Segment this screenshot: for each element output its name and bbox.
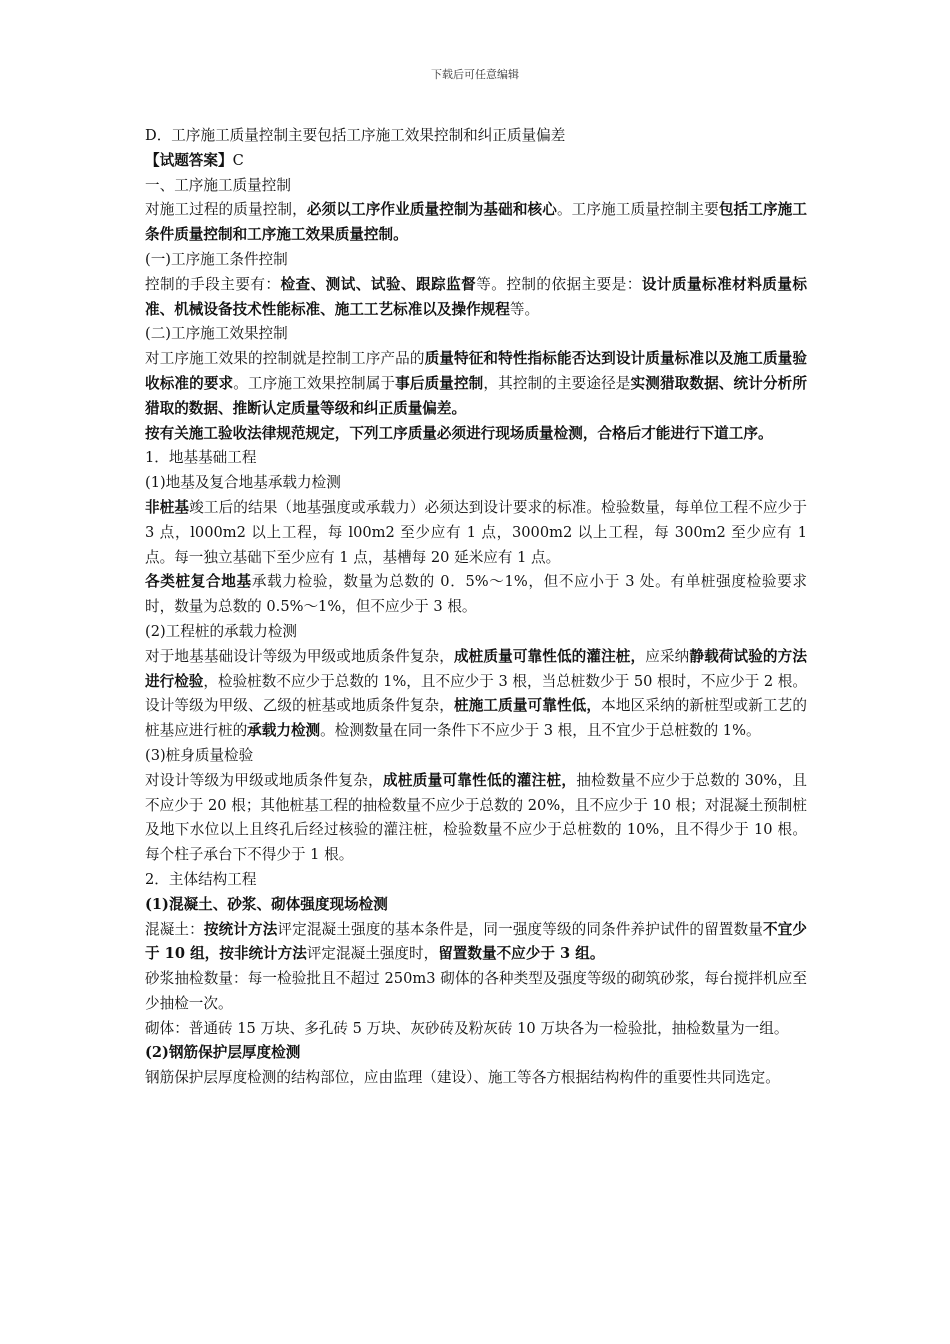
bold-text: 不宜少于 10 组，按非统计方法	[145, 920, 807, 963]
bold-text: 设计质量标准材料质量标准、机械设备技术性能标准、施工工艺标准以及操作规程	[145, 275, 807, 318]
text-run: 应采纳	[645, 647, 690, 665]
bold-text: 桩施工质量可靠性低，	[453, 697, 602, 715]
text-run: 对施工过程的质量控制，	[145, 201, 307, 219]
text-run: 评定混凝土强度时，	[306, 945, 439, 963]
text-run: 评定混凝土强度的基本条件是，同一强度等级的同条件养护试件的留置数量	[277, 920, 763, 938]
bold-text: 留置数量不应少于 3 组。	[438, 945, 605, 963]
bold-text: 静载荷试验的方法进行检验	[145, 647, 807, 690]
paragraph	[145, 149, 807, 174]
paragraph	[145, 918, 807, 968]
text-run: 一、工序施工质量控制	[145, 176, 291, 194]
text-run: 对设计等级为甲级或地质条件复杂，	[145, 771, 383, 789]
paragraph	[145, 1066, 807, 1091]
bold-text: 成桩质量可靠性低的灌注桩，	[453, 647, 646, 665]
text-run: 等。控制的依据主要是：	[476, 275, 642, 293]
bold-text: 实测猎取数据、统计分析所猎取的数据、推断认定质量等级和纠正质量偏差。	[145, 374, 807, 417]
text-run: 。检测数量在同一条件下不应少于 3 根，且不宜少于总桩数的 1%。	[320, 722, 761, 740]
paragraph	[145, 744, 807, 769]
bold-text: 按统计方法	[203, 920, 278, 938]
bold-text: 质量特征和特性指标能否达到设计质量标准以及施工质量验收标准的要求	[145, 350, 807, 392]
paragraph	[145, 347, 807, 421]
paragraph	[145, 694, 807, 744]
text-run: 控制的手段主要有：	[145, 275, 281, 293]
text-run: 对工序施工效果的控制就是控制工序产品的	[145, 350, 425, 368]
bold-text: 【试题答案】	[145, 151, 233, 169]
paragraph	[145, 248, 807, 273]
text-run: ，其控制的主要途径是	[483, 374, 631, 392]
text-run: (2)工程桩的承载力检测	[145, 622, 298, 640]
text-run: 砌体：普通砖 15 万块、多孔砖 5 万块、灰砂砖及粉灰砖 10 万块各为一检验批，抽检数量为一组。	[145, 1019, 789, 1037]
paragraph	[145, 893, 807, 918]
paragraph	[145, 322, 807, 347]
text-run: (二)工序施工效果控制	[145, 325, 288, 343]
paragraph	[145, 422, 807, 447]
bold-text: 按有关施工验收法律规范规定，下列工序质量必须进行现场质量检测，合格后才能进行下道工序。	[145, 424, 773, 442]
paragraph	[145, 273, 807, 323]
text-run: 本地区采纳的新桩型或新工艺的桩基应进行桩的	[145, 697, 807, 740]
paragraph	[145, 1017, 807, 1042]
text-run: 承载力检验，数量为总数的 0．5%～1%，但不应小于 3 处。有单桩强度检验要求时，数量为总数的 0.5%～1%，但不应少于 3 根。	[145, 573, 807, 616]
text-run: (1)地基及复合地基承载力检测	[145, 474, 341, 492]
paragraph	[145, 967, 807, 1017]
paragraph	[145, 645, 807, 695]
page-header: 下载后可任意编辑	[431, 68, 519, 81]
text-run: 抽检数量不应少于总数的 30%，且不应少于 20 根；其他桩基工程的抽检数量不应少于总数的 20%，且不应少于 10 根；对混凝土预制桩及地下水位以上且终孔后经过核验的灌注桩，检验数量不应少于总桩数的 10%，且不得少于 10 根。每个柱子承台下不得少于 1 根。	[145, 771, 807, 864]
text-run: 钢筋保护层厚度检测的结构部位，应由监理（建设）、施工等各方根据结构构件的重要性共同选定。	[145, 1069, 780, 1087]
bold-text: (2)钢筋保护层厚度检测	[145, 1044, 301, 1062]
paragraph	[145, 471, 807, 496]
paragraph	[145, 570, 807, 620]
bold-text: 包括工序施工条件质量控制和工序施工效果质量控制。	[145, 201, 807, 244]
text-run: D．工序施工质量控制主要包括工序施工效果控制和纠正质量偏差	[145, 127, 566, 144]
text-run: 对于地基基础设计等级为甲级或地质条件复杂，	[145, 647, 454, 665]
bold-text: 各类桩复合地基	[145, 573, 252, 591]
paragraph	[145, 769, 807, 868]
text-run: 2．主体结构工程	[145, 870, 257, 888]
text-run: (一)工序施工条件控制	[145, 250, 288, 268]
bold-text: (1)混凝土、砂浆、砌体强度现场检测	[145, 895, 388, 913]
paragraph	[145, 1041, 807, 1066]
bold-text: 必须以工序作业质量控制为基础和核心	[306, 201, 557, 219]
paragraph	[145, 868, 807, 893]
text-run: 。工序施工质量控制主要	[556, 201, 719, 219]
paragraph	[145, 620, 807, 645]
text-run: 1．地基基础工程	[145, 449, 257, 467]
paragraph	[145, 174, 807, 199]
bold-text: 成桩质量可靠性低的灌注桩，	[382, 771, 577, 789]
bold-text: 检查、测试、试验、跟踪监督	[280, 275, 477, 293]
text-run: 。工序施工效果控制属于	[233, 374, 396, 392]
bold-text: 事后质量控制	[395, 374, 484, 392]
paragraph	[145, 198, 807, 248]
bold-text: 非桩基	[145, 498, 190, 516]
text-run: 砂浆抽检数量：每一检验批且不超过 250m3 砌体的各种类型及强度等级的砌筑砂浆，每台搅拌机应至少抽检一次。	[145, 970, 807, 1012]
bold-text: 承载力检测	[247, 722, 321, 740]
text-run: C	[232, 151, 244, 169]
paragraph	[145, 124, 807, 149]
text-run: 设计等级为甲级、乙级的桩基或地质条件复杂，	[145, 697, 454, 715]
paragraph	[145, 446, 807, 471]
text-run: ，检验桩数不应少于总数的 1%，且不应少于 3 根，当总桩数少于 50 根时，不应少于 2 根。	[203, 672, 807, 690]
document-body	[145, 124, 807, 1091]
text-run: 混凝土：	[145, 920, 204, 938]
text-run: 竣工后的结果（地基强度或承载力）必须达到设计要求的标准。检验数量，每单位工程不应少于 3 点，l000m2 以上工程，每 l00m2 至少应有 1 点，3000m2 以上工程，每 300m2 至少应有 1 点。每一独立基础下至少应有 1 点，基槽每 20 延米应有 1 点。	[145, 498, 807, 566]
text-run: 等。	[509, 300, 540, 318]
text-run: (3)桩身质量检验	[145, 746, 254, 764]
paragraph	[145, 496, 807, 570]
